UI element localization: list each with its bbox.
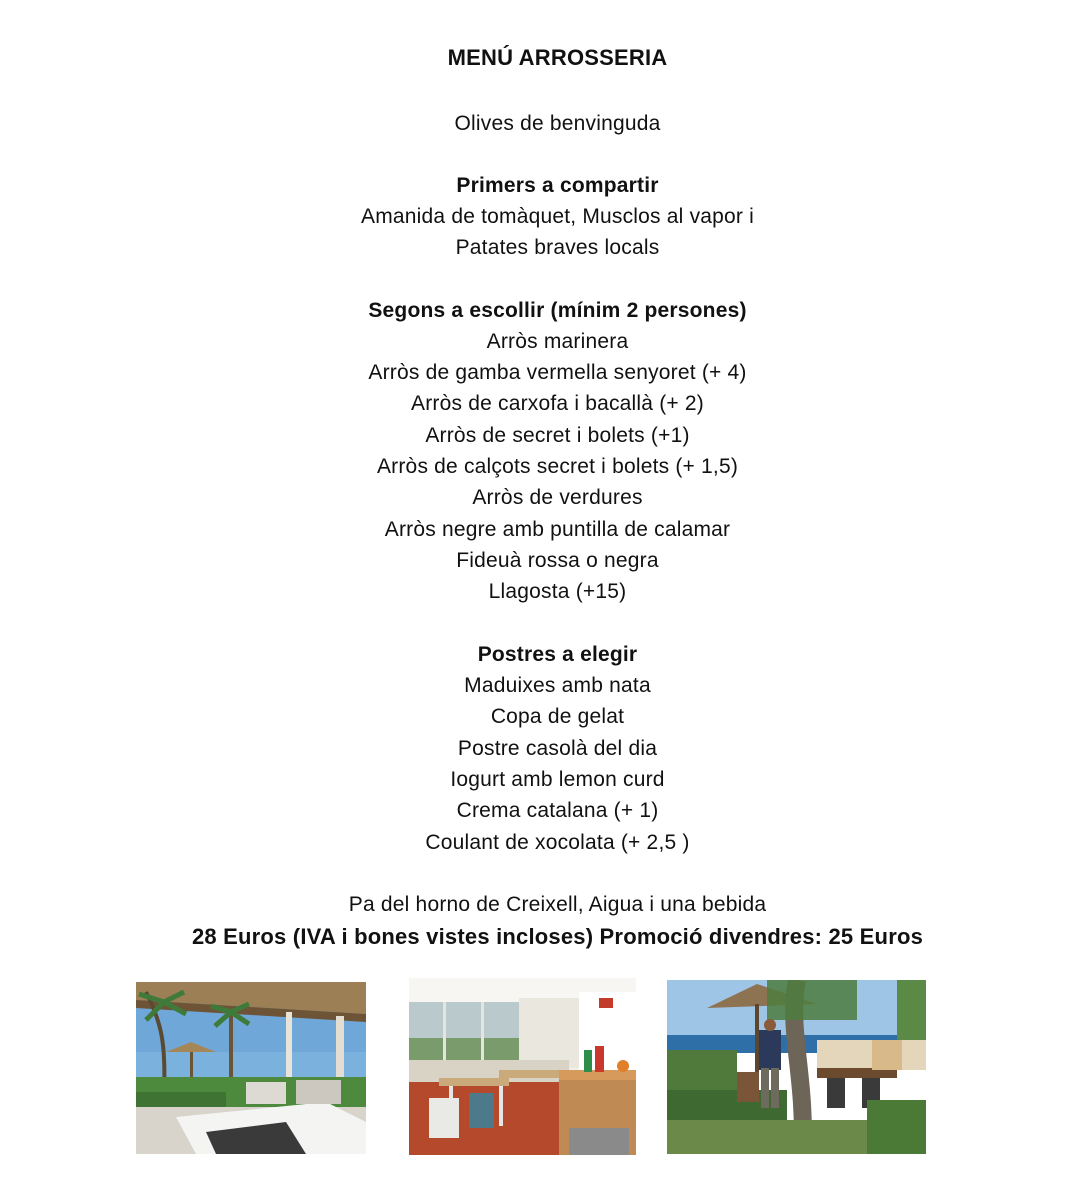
mains-heading: Segons a escollir (mínim 2 persones)	[368, 299, 747, 322]
mains-item: Fideuà rossa o negra	[456, 549, 659, 572]
mains-item: Arròs marinera	[486, 330, 629, 353]
desserts-item: Coulant de xocolata (+ 2,5 )	[425, 831, 690, 854]
includes-line: Pa del horno de Creixell, Aigua i una bebida	[348, 893, 767, 916]
mains-item: Arròs negre amb puntilla de calamar	[384, 518, 731, 541]
mains-item: Arròs de gamba vermella senyoret (+ 4)	[368, 361, 747, 384]
starters-heading: Primers a compartir	[456, 174, 659, 197]
menu-title: MENÚ ARROSSERIA	[447, 45, 668, 70]
mains-item: Arròs de secret i bolets (+1)	[425, 424, 690, 447]
beach-garden-photo	[667, 980, 926, 1154]
desserts-item: Copa de gelat	[490, 705, 625, 728]
mains-item: Arròs de carxofa i bacallà (+ 2)	[411, 392, 704, 415]
desserts-item: Postre casolà del dia	[457, 737, 658, 760]
starters-line: Amanida de tomàquet, Musclos al vapor i	[361, 205, 754, 228]
mains-item: Llagosta (+15)	[488, 580, 627, 603]
starters-line: Patates braves locals	[455, 236, 660, 259]
terrace-photo	[136, 982, 366, 1154]
welcome-line: Olives de benvinguda	[454, 112, 661, 135]
price-line: 28 Euros (IVA i bones vistes incloses) Promoció divendres: 25 Euros	[191, 924, 924, 949]
mains-item: Arròs de verdures	[472, 486, 643, 509]
mains-item: Arròs de calçots secret i bolets (+ 1,5)	[376, 455, 739, 478]
interior-photo	[409, 978, 636, 1155]
desserts-item: Crema catalana (+ 1)	[456, 799, 659, 822]
desserts-heading: Postres a elegir	[477, 643, 638, 666]
desserts-item: Iogurt amb lemon curd	[450, 768, 665, 791]
desserts-item: Maduixes amb nata	[464, 674, 651, 697]
